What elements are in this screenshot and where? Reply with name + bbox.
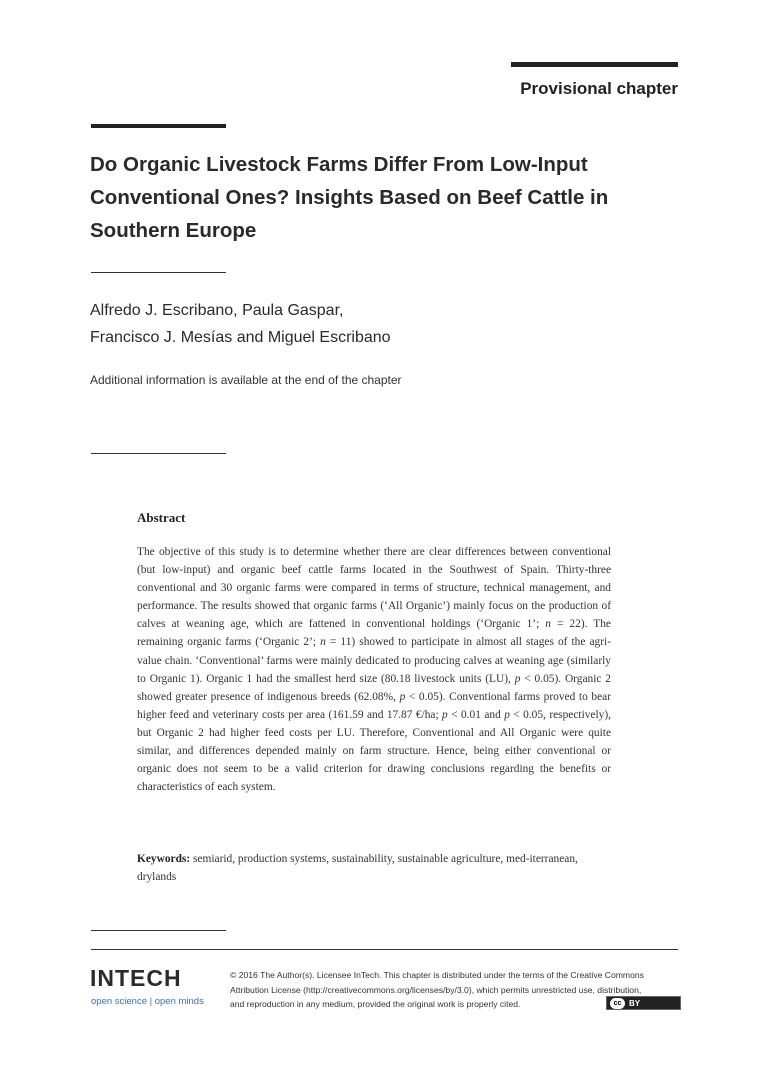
provisional-chapter-label: Provisional chapter [520, 79, 678, 98]
abstract-text-5: < 0.05). Conventional farms proved to bear higher feed and veterinary costs per area (161.59 and 17.87 €/ha; [137, 690, 611, 721]
abstract-text-7: < 0.05, respectively), but Organic 2 had higher feed costs per LU. Therefore, Conventional and All Organic were quite similar, and differences depended mainly on farm structure. Hence, being either conventional or organic does not seem to be a valid criterion for drawing conclusions regarding the benefits or characteristics of each system. [137, 708, 611, 794]
abstract-text-3: = 11) showed to participate in almost all stages of the agri-value chain. ‘Conventional’ farms were mainly dedicated to producing calves at weaning age (similarly to Organic 1). Organic 1 had the smallest herd size (80.18 livestock units (LU), [137, 636, 611, 685]
n-symbol: n [320, 636, 326, 649]
title-top-bar [91, 124, 226, 128]
title-divider [91, 272, 226, 273]
license-line-1: © 2016 The Author(s). Licensee InTech. This chapter is distributed under the terms of the Creative Commons [230, 970, 644, 980]
p-symbol: p [504, 708, 510, 721]
author-line-2: Francisco J. Mesías and Miguel Escribano [90, 329, 391, 346]
author-line-1: Alfredo J. Escribano, Paula Gaspar, [90, 302, 344, 319]
abstract-body [137, 543, 611, 796]
abstract-heading: Abstract [137, 510, 186, 525]
chapter-title: Do Organic Livestock Farms Differ From Low-Input Conventional Ones? Insights Based on Beef Cattle in Southern Europe [90, 153, 609, 242]
abstract-text-6: < 0.01 and [447, 708, 505, 721]
abstract-text-1: The objective of this study is to determine whether there are clear differences between conventional (but low-input) and organic beef cattle farms located in the Southwest of Spain. Thirty-three conventional and 30 organic farms were compared in terms of structure, technical management, and performance. The results showed that organic farms (‘All Organic’) mainly focus on the production of calves at weaning age, which are fattened in conventional holdings (‘Organic 1’; [137, 546, 611, 631]
intech-logo: INTECH [90, 965, 182, 991]
keywords-list: semiarid, production systems, sustainability, sustainable agriculture, med-iterranean, drylands [137, 853, 578, 884]
abstract-divider [91, 453, 226, 454]
p-symbol: p [399, 690, 406, 703]
header-top-bar [511, 62, 678, 67]
additional-info-note: Additional information is available at the end of the chapter [90, 373, 402, 387]
footer-short-divider [91, 930, 226, 931]
creative-commons-icon: cc [610, 998, 625, 1009]
p-symbol: p [514, 672, 521, 685]
n-symbol: n [545, 618, 551, 631]
intech-tagline: open science | open minds [91, 996, 204, 1007]
license-line-2: Attribution License (http://creativecommons.org/licenses/by/3.0), which permits unrestricted use, distribution, [230, 984, 642, 995]
cc-by-badge[interactable] [606, 996, 681, 1010]
abstract-text-2: = 22). The remaining organic farms (‘Organic 2’; [137, 618, 611, 649]
p-symbol: p [442, 708, 448, 721]
footer-divider [91, 949, 678, 950]
keywords-label: Keywords: [137, 853, 191, 865]
license-line-3: and reproduction in any medium, provided the original work is properly cited. [230, 999, 521, 1009]
cc-by-label: BY [629, 998, 641, 1008]
keywords-paragraph [137, 850, 611, 886]
author-list [90, 297, 391, 351]
abstract-text-4: < 0.05). Organic 2 showed greater presence of indigenous breeds (62.08%, [137, 672, 611, 703]
